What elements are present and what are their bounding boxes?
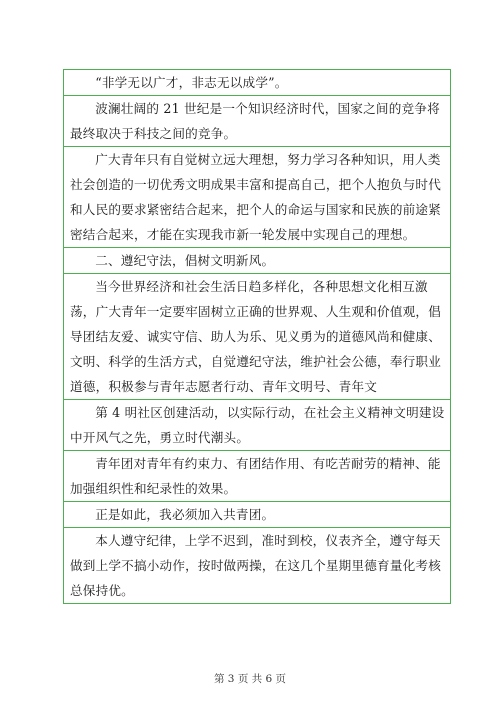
page-number: 第 3 页 共 6 页	[213, 673, 287, 685]
paragraph: 正是如此，我必须加入共青团。	[95, 507, 275, 522]
section-heading: 二、遵纪守法，倡树文明新风。	[95, 253, 275, 268]
table-row	[64, 450, 450, 501]
table-row	[64, 273, 450, 399]
paragraph: 广大青年只有自觉树立远大理想，努力学习各种知识，用人类社会创造的一切优秀文明成果丰富和提高自己，把个人抱负与时代和人民的要求紧密结合起来，把个人的命运与国家和民族的前途紧密结合起来，才能在实现我市新一轮发展中实现自己的理想。	[70, 152, 442, 242]
table-row	[64, 70, 450, 95]
paragraph: “非学无以广才，非志无以成学”。	[95, 75, 288, 90]
content-table	[63, 69, 451, 604]
paragraph: 本人遵守纪律，上学不迟到，准时到校，仪表齐全，遵守每天做到上学不搞小动作，按时做两操，在这几个星期里德育量化考核总保持优。	[70, 533, 442, 598]
table-row	[64, 146, 450, 247]
paragraph: 青年团对青年有约束力、有团结作用、有吃苦耐劳的精神、能加强组织性和纪录性的效果。	[70, 456, 441, 496]
paragraph: 第 4 明社区创建活动，以实际行动，在社会主义精神文明建设中开风气之先，勇立时代潮头。	[70, 405, 445, 445]
table-row	[64, 247, 450, 273]
paragraph: 当今世界经济和社会生活日趋多样化，各种思想文化相互激荡，广大青年一定要牢固树立正确的世界观、人生观和价值观，倡导团结友爱、诚实守信、助人为乐、见义勇为的道德风尚和健康、文明、科学的生活方式，自觉遵纪守法，维护社会公德，奉行职业道德，积极参与青年志愿者行动、青年文明号、青年文	[70, 279, 442, 394]
table-row	[64, 501, 450, 527]
table-row	[64, 527, 450, 603]
table-row	[64, 399, 450, 450]
paragraph: 波澜壮阔的 21 世纪是一个知识经济时代，国家之间的竞争将最终取决于科技之间的竞争。	[70, 101, 440, 141]
table-row	[64, 95, 450, 146]
